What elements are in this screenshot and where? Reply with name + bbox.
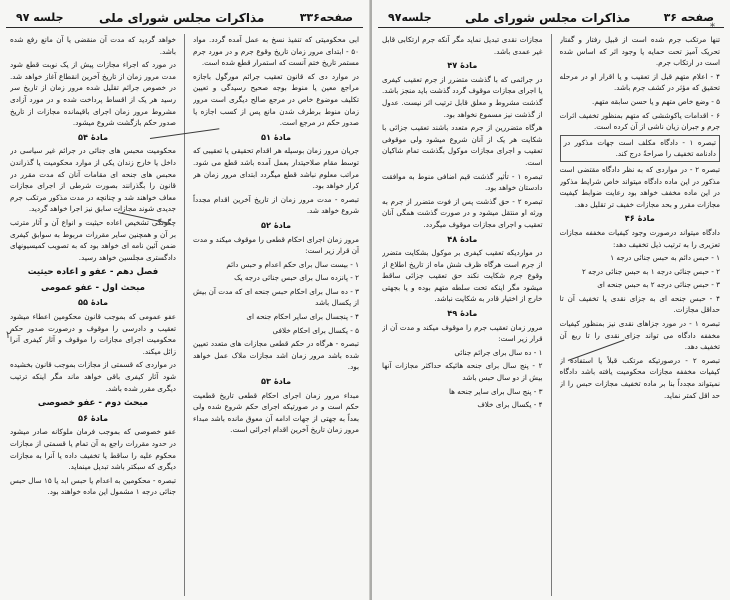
paragraph: تبصره ۱ - دادگاه مکلف است جهات مذکور در دادنامه تخفیف را صراحةً درج کند.	[560, 135, 721, 162]
paragraph: ۱ - ده سال برای جرائم جنائی	[454, 347, 543, 357]
paragraph: ۱ - بیست سال برای حکم اعدام و حبس دائم	[226, 259, 359, 269]
section-heading: فصل دهم - عفو و اعاده حیثیت	[27, 267, 159, 278]
article-heading: مادهٔ ۵۱	[260, 131, 292, 142]
paragraph: هرگاه متضررین از جرم متعدد باشند تعقیب جزائی با شکایت هر یک از آنان شروع میشود ولی موقوفی تعقیب و اجرای مجازات موکول بگذشت تمام شاکیان است.	[382, 123, 543, 167]
paragraph: ۲ - پانزده سال برای حبس جنائی درجه یک	[234, 273, 359, 283]
paragraph: در مواردیکه تعقیب کیفری بر موکول بشکایت متضرر از جرم است هرگاه ظرف شش ماه از تاریخ اطلاع از وقوع جرم شکایت نکند حق تعقیب جزائی ساقط میشود مگر اینکه تحت سلطه متهم بوده و یا بجهتی خارج از اختیار قادر به شکایت نباشد.	[382, 248, 543, 304]
paragraph: تبصره ۲ - درصورتیکه مرتکب قبلاً یا استفاده از کیفیات مخففه مجازات محکومیت یافته باشد دادگاه نمیتواند مجدداً بنا بر ماده تخفیف مجازات حبس را از حد اقل کمتر نماید.	[559, 355, 720, 400]
section-heading: مبحث اول - عفو عمومی	[41, 282, 145, 293]
column-divider	[551, 34, 552, 596]
section-heading: مبحث دوم - عفو خصوصی	[37, 398, 149, 409]
right-page-left-column	[382, 34, 543, 596]
left-page-right-column	[193, 34, 359, 596]
paragraph: تبصره ۲ - در مواردی که به نظر دادگاه مقتضی است مذکور در این ماده دادگاه میتواند خاص شرایط مذکور در این ماده مخفف خواهد بود رعایت ضوابط کیفیت مجازات مقرر و بحد مجازات خفیف تر تقلیل دهد.	[559, 164, 720, 209]
paragraph: محکومیت محبس های جنائی در جرائم غیر سیاسی در داخل یا خارج زندان یکی از موارد محکومیت یا گذراندن محبس های جنحه ای مقامات آنان که مدت مقرر در قانون را بگذرانند بصورت شرطی از اجرای مجازات معاف خواهند شد و چنانچه در مدت مذکور مرتکب جرم جدیدی شوند مجازات سابق نیز اجرا خواهد گردید.	[10, 146, 176, 214]
paragraph: ۴ - پنجسال برای سایر احکام جنحه ای	[246, 312, 359, 322]
paragraph: مرور زمان اجرای احکام قطعی را موقوف میکند و مدت آن قرار زیر است:	[193, 234, 359, 256]
right-session-label: جلسه۹۷	[388, 11, 432, 24]
left-page-title: مذاکرات مجلس شورای ملی	[98, 10, 265, 25]
article-heading: مادهٔ ۴۹	[447, 308, 478, 319]
paragraph: در جرائمی که با گذشت متضرر از جرم تعقیب کیفری یا اجرای مجازات موقوف گردد گذشت باید منجز باشد. گذشت مشروط و معلق قابل ترتیب اثر نیست. عدول از گذشت نیز مسموع نخواهد بود.	[382, 74, 543, 119]
paragraph: در مواردی که قسمتی از مجازات بموجب قانون بخشیده شود آثار کیفری باقی خواهد ماند مگر اینکه ترتیب دیگری مقرر شده باشد.	[10, 360, 176, 393]
paragraph: ۳ - حبس جنائی درجه ۲ به حبس جنحه ای	[597, 280, 720, 290]
right-page-columns	[372, 28, 730, 596]
paragraph: در مورد که اجراء مجازات پیش از یک نوبت قطع شود مدت مرور زمان از تاریخ آخرین انقطاع آغاز خواهد شد. در خصوص جرائم تقلیل شده مرور زمان از تاریخ سر رسید هر یک از اقساط پرداخت شده و در مورد آزادی مشروط مرور زمان اجرای باقیمانده مجازات از تاریخ صدور حکم بازگشت شروع میشود.	[10, 60, 176, 128]
paragraph: چگونگی تشخیص اعاده حیثیت و انواع آن و آثار مترتب بر آن و همچنین سایر مقررات مربوط به سوابق کیفری ضمن آئین نامه ای خواهد بود که به تصویب کمیسیونهای دادگستری مجلسین خواهد رسید.	[10, 217, 176, 262]
right-page-right-column	[560, 34, 721, 596]
left-page-header	[6, 0, 363, 28]
paragraph: ۳ - ده سال برای احکام حبس جنحه ای که مدت آن بیش از یکسال باشد	[193, 286, 359, 308]
paragraph: ۲ - پنج سال برای جنحه هائیکه حداکثر مجازات آنها بیش از دو سال حبس باشد	[382, 361, 543, 383]
paragraph: مرور زمان تعقیب جرم را موقوف میکند و مدت آن از قرار زیر است:	[382, 322, 543, 344]
column-divider	[184, 34, 185, 596]
paragraph: تبصره - مدت مرور زمان از تاریخ آخرین اقدام مجدداً شروع خواهد شد.	[193, 194, 359, 216]
paragraph: عفو عمومی که بموجب قانون محکومین اعطاء میشود تعقیب و دادرسی را موقوف و درصورت صدور حکم محکومیت اجرای مجازات را موقوف و آثار کیفری آنرا زائل میکند.	[10, 312, 176, 356]
paragraph: در موارد دی که قانون تعقیب جرائم مورگول باجازه مراجع معین یا منوط بوجه صحیح رسیدگی و تعیین تکلیف موضوع خاص در مرجع صالح دیگری است مرور زمان منوط برطرف شدن مانع پس از کسب اجازه یا صدور حکم در مرجع است.	[193, 71, 359, 128]
paragraph: ۵ - یکسال برای احکام خلافی	[272, 325, 359, 335]
paragraph: جریان مرور زمان بوسیله هر اقدام تحقیقی یا تعقیبی که توسط مقام صلاحیتدار بعمل آمده باشد قطع می شود. مراتب معلوم نباشد قطع میگردد ابتدای مرور زمان هر کرار خواهد بود.	[193, 146, 359, 191]
paragraph: عفو خصوصی که بموجب فرمان ملوکانه صادر میشود در حدود مقررات راجع به آن تمام یا قسمتی از مجازات محکوم علیه را ساقط یا تخفیف داده یا آنرا به مجازات دیگری که سبکتر باشد تبدیل مینماید.	[10, 427, 176, 472]
paragraph: ابی محکومیتی که تنفیذ نسخ به عمل آمده گردد. مواد ۵۰ - ابتدای مرور زمان تاریخ وقوع جرم و در مورد جرم مستمر تاریخ ختم آنست که استمرار قطع شده است.	[193, 35, 359, 68]
left-page-columns	[0, 28, 369, 596]
paragraph: ۴ - یکسال برای خلاف	[477, 400, 543, 410]
article-heading: مادهٔ ۵۴	[77, 131, 109, 142]
article-heading: مادهٔ ۵۲	[260, 219, 292, 230]
paragraph: ۴ - حبس جنحه ای به جزای نقدی یا تخفیف آن تا حداقل مجازات.	[559, 293, 720, 315]
paragraph: ۴ - اعلام متهم قبل از تعقیب و یا اقرار او در مرحله تحقیق که مؤثر در کشف جرم باشد.	[559, 71, 720, 93]
margin-annotation-mark: *	[710, 22, 715, 33]
left-session-label: جلسه ۹۷	[16, 11, 64, 24]
paragraph: خواهد گردید که مدت آن منقضی یا آن مانع رفع شده باشد.	[10, 35, 176, 56]
article-heading: مادهٔ ۴۸	[447, 233, 478, 244]
right-page-title: مذاکرات مجلس شورای ملی	[464, 10, 631, 25]
paragraph: تبصره - هرگاه در حکم قطعی مجازات های متعدد تعیین شده باشد مرور زمان اشد مجازات ملاک عمل خواهد بود.	[193, 339, 359, 372]
paragraph: دادگاه میتواند درصورت وجود کیفیات مخففه مجازات تعزیری را به ترتیب ذیل تخفیف دهد:	[559, 227, 720, 249]
margin-annotation-mark: ٢	[6, 330, 12, 341]
article-heading: مادهٔ ۵۳	[260, 376, 292, 387]
paragraph: تبصره - محکومین به اعدام یا حبس ابد یا ۱۵ سال حبس جنائی درجه ۱ مشمول این ماده خواهند بود.	[10, 475, 176, 497]
paragraph: ۶ - اقدامات یاکوششی که متهم بمنظور تخفیف اثرات جرم و جبران زیان ناشی از آن کرده است.	[559, 110, 720, 132]
paragraph: تبصره ۱ - در مورد جزاهای نقدی نیز بمنظور کیفیات مخففه دادگاه می تواند جزای نقدی را تا ربع آن تخفیف دهد.	[559, 319, 720, 352]
paragraph: ۵ - وضع خاص متهم و یا حسن سابقه متهم.	[592, 96, 720, 106]
right-page-number: صفحه ۳۶	[663, 11, 714, 24]
paragraph: ۲ - حبس جنائی درجه ۱ به حبس جنائی درجه ۲	[581, 266, 720, 276]
article-heading: مادهٔ ۵۵	[77, 297, 109, 308]
right-page	[372, 0, 730, 600]
paragraph: مجازات نقدی تبدیل نماید مگر آنکه جرم ارتکابی قابل غیر عمدی باشد.	[382, 35, 543, 56]
article-heading: مادهٔ ۴۶	[624, 213, 655, 224]
paragraph: تنها مرتکب جرم شده است از قبیل رفتار و گفتار تحریک آمیز تحت حمایه یا وجود اثر که اساس شده است در ارتکاب جرم.	[559, 35, 720, 68]
paragraph: ۱ - حبس دائم به حبس جنائی درجه ۱	[610, 253, 720, 263]
article-heading: مادهٔ ۴۷	[447, 60, 478, 71]
paragraph: تبصره ۲ - حق گذشت پس از فوت متضرر از جرم به ورثه او منتقل میشود و در صورت گذشت همگی آنان تعقیب و اجرای مجازات موقوف میگردد.	[382, 196, 543, 229]
paragraph: ۳ - پنج سال برای سایر جنحه ها	[448, 386, 543, 396]
left-page-number: صفحه۳۳۶	[299, 11, 353, 24]
paragraph: تبصره ۱ - تأثیر گذشت قیم اضافی منوط به موافقت دادستان خواهد بود.	[382, 171, 543, 193]
right-page-header	[378, 0, 724, 28]
paragraph: مبداء مرور زمان اجرای احکام قطعی تاریخ قطعیت حکم است و در صورتیکه اجرای حکم شروع شده ولی بعداً به جهتی از جهات ادامه آن معوق مانده باشد مبداء مرور زمان تاریخ آخرین اقدام اجرائی است.	[193, 390, 359, 435]
article-heading: مادهٔ ۵۶	[77, 412, 109, 423]
left-page-left-column	[10, 34, 176, 596]
